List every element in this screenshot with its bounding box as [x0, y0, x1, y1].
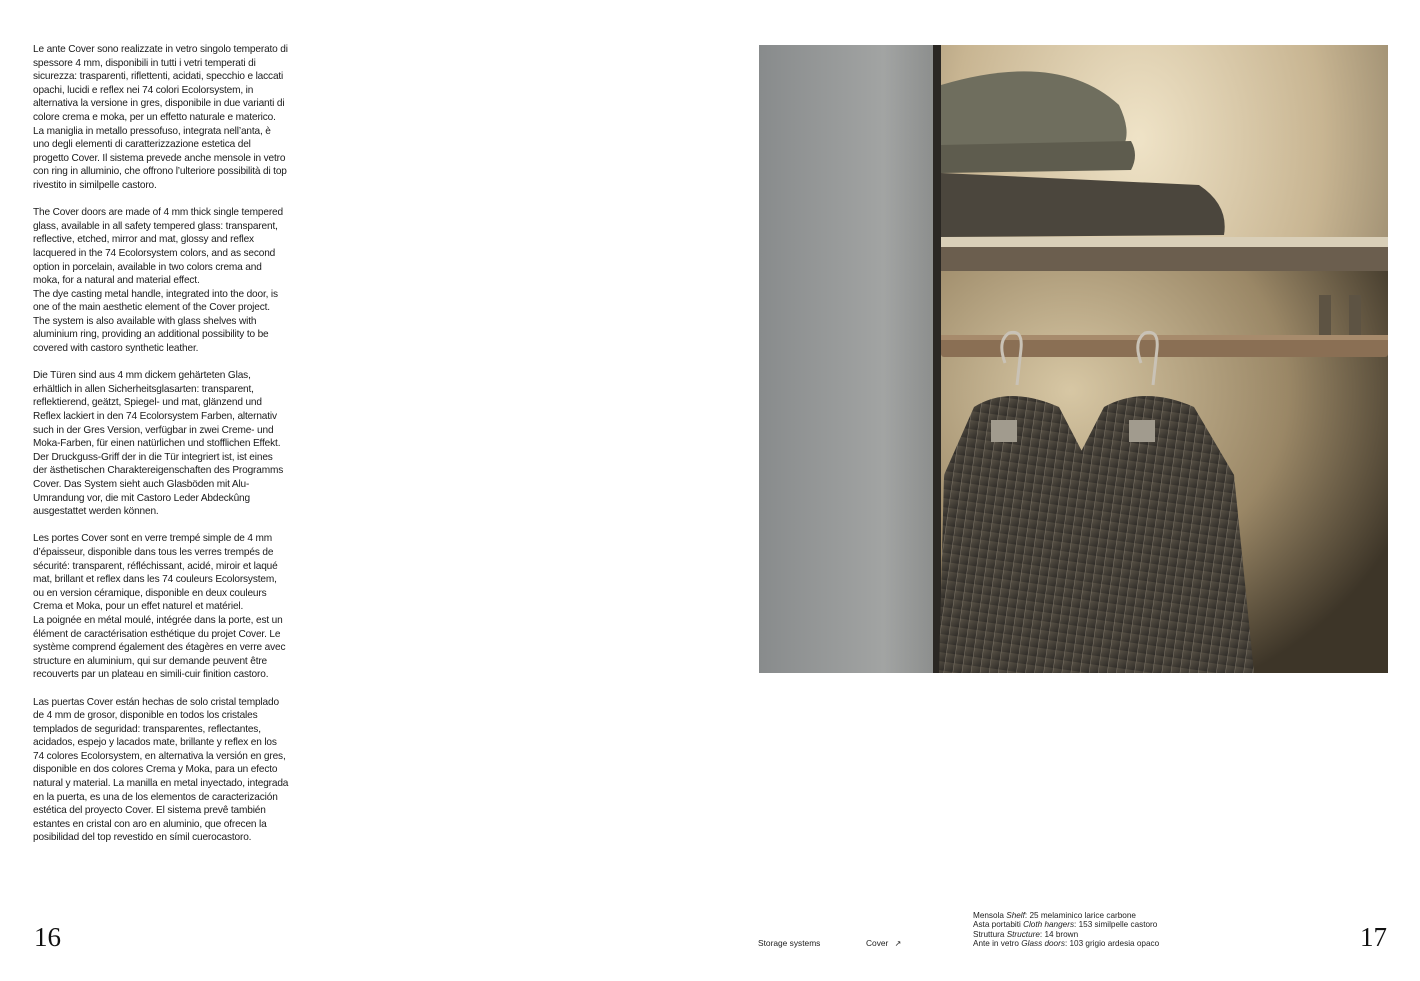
- credit-structure: Struttura Structure: 14 brown: [973, 929, 1079, 939]
- paragraph-spanish: Las puertas Cover están hechas de solo cristal templado de 4 mm de grosor, disponible en todos los cristales templados de seguridad: transparentes, reflectantes, acidados, espejo y lacados mate, brillante y reflex en los 74 colores Ecolorsystem, en alternativa la versión en gres, disponible en dos colores Crema y Moka, para un efecto natural y material. La manilla en metal inyectado, integrada en la puerta, es una de los elementos de caracterización estética del proyecto Cover. El sistema prevê también estantes en cristal con aro en aluminio, que ofrecen la posibilidad del top revestido en símil cuerocastoro.: [33, 696, 289, 844]
- arrow-up-right-icon: ↗: [894, 939, 902, 948]
- section-label: Storage systems: [758, 938, 821, 948]
- page-number-left: 16: [34, 922, 61, 952]
- wardrobe-photo: [759, 45, 1388, 673]
- credit-cloth-hangers: Asta portabiti Cloth hangers: 153 similpelle castoro: [973, 920, 1158, 930]
- product-link[interactable]: [866, 938, 901, 948]
- paragraph-english: The Cover doors are made of 4 mm thick single tempered glass, available in all safety tempered glass: transparent, reflective, etched, mirror and mat, glossy and reflex lacquered in the 74 Ecolorsystem colors, and as second option in porcelain, available in two colors crema and moka, for a natural and material effect. The dye casting metal handle, integrated into the door, is one of the main aesthetic element of the Cover project. The system is also available with glass shelves with aluminium ring, providing an additional possibility to be covered with castoro synthetic leather.: [33, 207, 283, 355]
- product-label: Cover: [866, 938, 889, 948]
- paragraph-german: Die Türen sind aus 4 mm dickem gehärteten Glas, erhältlich in allen Sicherheitsglasarten: transparent, reflektierend, geätzt, Spiegel- und mat, glänzend und Reflex lackiert in den 74 Ecolorsystem Farben, alternativ such in der Gres Version, verfügbar in zwei Creme- und Moka-Farben, für einen natürlichen und stofflichen Effekt. Der Druckguss-Griff der in die Tür integriert ist, ist eines der ästhetischen Charaktereigenschaften des Programms Cover. Das System sieht auch Glasböden mit Alu-Umrandung vor, die mit Castoro Leder Abdeckûng ausgestattet werden können.: [33, 370, 284, 518]
- finish-credits: [973, 911, 1233, 949]
- wardrobe-illustration: [759, 45, 1388, 673]
- paragraph-italian: Le ante Cover sono realizzate in vetro singolo temperato di spessore 4 mm, disponibili in tutti i vetri temperati di sicurezza: trasparenti, riflettenti, acidati, specchio e laccati opachi, lucidi e reflex nei 74 colori Ecolorsystem, in alternativa la versione in gres, disponibile in due varianti di colore crema e moka, per un effetto naturale e materico. La maniglia in metallo pressofuso, integrata nell’anta, è uno degli elementi di caratterizzazione estetica del progetto Cover. Il sistema prevede anche mensole in vetro con ring in alluminio, che offrono l’ulteriore possibilità di top rivestito in similpelle castoro.: [33, 44, 288, 191]
- credit-shelf: Mensola Shelf: 25 melaminico larice carbone: [973, 911, 1136, 920]
- page-number-right: 17: [1360, 922, 1387, 952]
- credit-glass-doors: Ante in vetro Glass doors: 103 grigio ardesia opaco: [973, 939, 1160, 949]
- body-text-column: [33, 43, 289, 859]
- paragraph-french: Les portes Cover sont en verre trempé simple de 4 mm d’épaisseur, disponible dans tous les verres trempés de sécurité: transparent, réfléchissant, acidé, miroir et laqué mat, brillant et reflex dans les 74 couleurs Ecolorsystem, ou en version céramique, disponible en deux couleurs Crema et Moka, pour un effet naturel et matériel. La poignée en métal moulé, intégrée dans la porte, est un élément de caractérisation esthétique du projet Cover. Le système comprend également des étagères en verre avec structure en aluminium, qui sur demande peuvent être recouverts par un plateau en simili-cuir finition castoro.: [33, 533, 286, 681]
